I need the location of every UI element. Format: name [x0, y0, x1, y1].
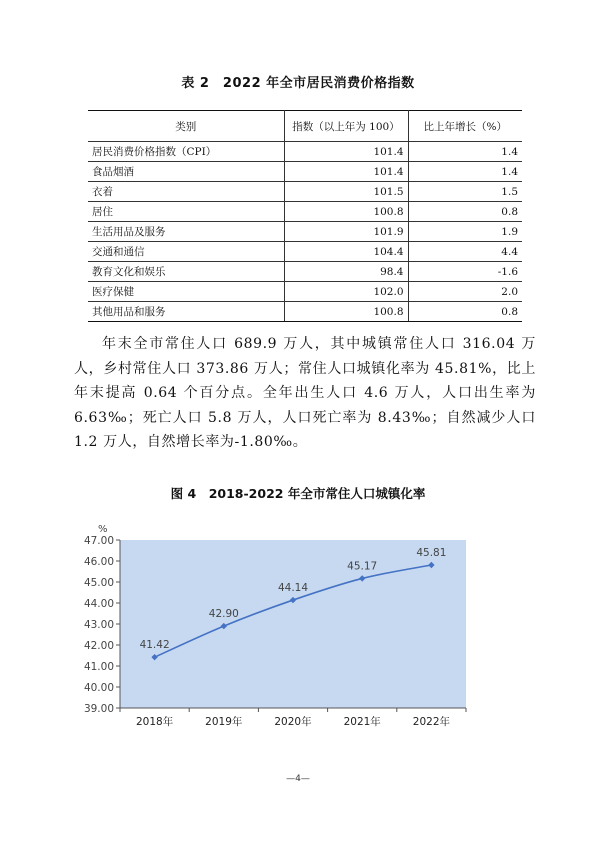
y-tick-label: 40.00	[83, 682, 114, 694]
paragraph-text: 年末全市常住人口 689.9 万人，其中城镇常住人口 316.04 万人，乡村常住人口 373.86 万人；常住人口城镇化率为 45.81%，比上年末提高 0.64 个百分点。全年出生人口 4.6 万人，人口出生率为 6.63‰；死亡人口 5.8 万人，人口死亡率为 8.43‰；自然减少人口 1.2 万人，自然增长率为-1.80‰。	[74, 336, 536, 450]
cell-category: 教育文化和娱乐	[88, 262, 284, 282]
header-index: 指数（以上年为 100）	[284, 111, 408, 142]
y-tick-label: 42.00	[83, 640, 114, 652]
cell-index: 101.9	[284, 222, 408, 242]
table-row	[88, 222, 522, 242]
cell-category: 医疗保健	[88, 282, 284, 302]
table-row	[88, 142, 522, 162]
x-tick-label: 2021年	[343, 716, 381, 728]
header-category: 类别	[88, 111, 284, 142]
data-label: 44.14	[277, 582, 309, 595]
cell-index: 104.4	[284, 242, 408, 262]
y-tick-label: 41.00	[83, 661, 114, 673]
cell-index: 101.5	[284, 182, 408, 202]
table-row	[88, 282, 522, 302]
table-header-row	[88, 111, 522, 142]
y-tick-label: 45.00	[83, 577, 114, 589]
y-tick-label: 46.00	[83, 556, 114, 568]
plot-area	[120, 540, 466, 708]
table-title: 表 2 2022 年全市居民消费价格指数	[181, 76, 415, 91]
cpi-table	[88, 110, 522, 322]
cell-category: 衣着	[88, 182, 284, 202]
data-label: 42.90	[208, 608, 239, 621]
data-label: 45.17	[347, 560, 378, 573]
cell-category: 居民消费价格指数（CPI）	[88, 142, 284, 162]
cell-growth: 1.4	[408, 162, 522, 182]
cell-index: 100.8	[284, 302, 408, 322]
cell-index: 102.0	[284, 282, 408, 302]
cell-growth: 0.8	[408, 302, 522, 322]
table-row	[88, 182, 522, 202]
cell-index: 101.4	[284, 162, 408, 182]
table-row	[88, 262, 522, 282]
cell-category: 食品烟酒	[88, 162, 284, 182]
table-row	[88, 162, 522, 182]
x-tick-label: 2018年	[135, 716, 174, 728]
y-tick-label: 43.00	[83, 619, 114, 631]
cell-category: 居住	[88, 202, 284, 222]
cell-growth: 0.8	[408, 202, 522, 222]
x-tick-label: 2022年	[412, 716, 451, 728]
table-row	[88, 302, 522, 322]
cell-category: 其他用品和服务	[88, 302, 284, 322]
cell-growth: 1.9	[408, 222, 522, 242]
cell-growth: 1.4	[408, 142, 522, 162]
cell-growth: -1.6	[408, 262, 522, 282]
table-row	[88, 202, 522, 222]
data-label: 41.42	[139, 639, 170, 652]
figure-title: 图 4 2018-2022 年全市常住人口城镇化率	[170, 486, 426, 501]
cell-category: 生活用品及服务	[88, 222, 284, 242]
y-tick-label: 47.00	[83, 535, 114, 547]
cell-index: 100.8	[284, 202, 408, 222]
page-number: —4—	[286, 774, 310, 784]
y-tick-label: 39.00	[83, 703, 114, 715]
y-tick-label: 44.00	[83, 598, 114, 610]
x-tick-label: 2019年	[205, 716, 243, 728]
header-growth: 比上年增长（%）	[408, 111, 522, 142]
data-label: 45.81	[416, 546, 447, 559]
cell-growth: 2.0	[408, 282, 522, 302]
population-paragraph	[74, 332, 536, 455]
cell-growth: 4.4	[408, 242, 522, 262]
cell-index: 101.4	[284, 142, 408, 162]
table-row	[88, 242, 522, 262]
cell-category: 交通和通信	[88, 242, 284, 262]
y-axis-unit: %	[98, 524, 108, 535]
x-tick-label: 2020年	[274, 716, 312, 728]
cell-index: 98.4	[284, 262, 408, 282]
cell-growth: 1.5	[408, 182, 522, 202]
urbanization-line-chart	[70, 512, 480, 732]
